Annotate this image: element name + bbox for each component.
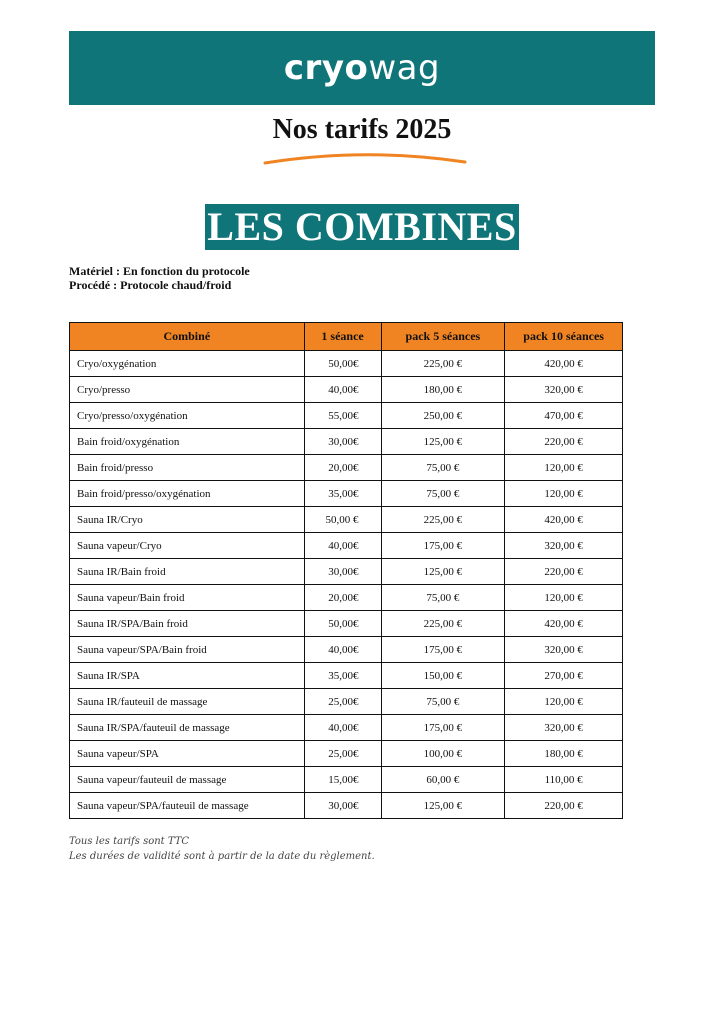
table-row bbox=[70, 663, 623, 689]
price-1-seance-cell: 20,00€ bbox=[304, 455, 381, 481]
price-pack-10-cell: 420,00 € bbox=[505, 351, 623, 377]
combine-name-cell: Sauna IR/SPA/Bain froid bbox=[70, 611, 305, 637]
price-pack-10-cell: 120,00 € bbox=[505, 585, 623, 611]
table-row bbox=[70, 377, 623, 403]
price-pack-5-cell: 125,00 € bbox=[381, 559, 505, 585]
price-pack-5-cell: 175,00 € bbox=[381, 533, 505, 559]
combine-name-cell: Sauna IR/Cryo bbox=[70, 507, 305, 533]
procede-line: Procédé : Protocole chaud/froid bbox=[69, 278, 232, 292]
price-1-seance-cell: 30,00€ bbox=[304, 429, 381, 455]
price-1-seance-cell: 50,00€ bbox=[304, 611, 381, 637]
combine-name-cell: Sauna vapeur/SPA bbox=[70, 741, 305, 767]
price-1-seance-cell: 40,00€ bbox=[304, 715, 381, 741]
combine-name-cell: Bain froid/oxygénation bbox=[70, 429, 305, 455]
price-pack-10-cell: 420,00 € bbox=[505, 611, 623, 637]
price-pack-5-cell: 75,00 € bbox=[381, 585, 505, 611]
price-pack-10-cell: 180,00 € bbox=[505, 741, 623, 767]
price-pack-5-cell: 75,00 € bbox=[381, 455, 505, 481]
combine-name-cell: Sauna IR/SPA bbox=[70, 663, 305, 689]
table-row bbox=[70, 507, 623, 533]
section-heading-wrap bbox=[0, 204, 724, 250]
footnotes bbox=[69, 834, 375, 864]
table-row bbox=[70, 351, 623, 377]
price-pack-10-cell: 120,00 € bbox=[505, 455, 623, 481]
col-header-pack-10: pack 10 séances bbox=[505, 323, 623, 351]
price-pack-5-cell: 175,00 € bbox=[381, 715, 505, 741]
table-row bbox=[70, 429, 623, 455]
price-pack-10-cell: 220,00 € bbox=[505, 429, 623, 455]
price-pack-5-cell: 225,00 € bbox=[381, 351, 505, 377]
protocol-info bbox=[69, 264, 250, 292]
combine-name-cell: Sauna vapeur/Bain froid bbox=[70, 585, 305, 611]
table-row bbox=[70, 689, 623, 715]
price-1-seance-cell: 40,00€ bbox=[304, 637, 381, 663]
table-row bbox=[70, 767, 623, 793]
price-pack-5-cell: 75,00 € bbox=[381, 481, 505, 507]
table-row bbox=[70, 403, 623, 429]
page-title: Nos tarifs 2025 bbox=[272, 114, 452, 145]
price-pack-10-cell: 470,00 € bbox=[505, 403, 623, 429]
table-row bbox=[70, 741, 623, 767]
combine-name-cell: Cryo/oxygénation bbox=[70, 351, 305, 377]
price-table bbox=[69, 322, 623, 819]
price-1-seance-cell: 25,00€ bbox=[304, 741, 381, 767]
combine-name-cell: Cryo/presso/oxygénation bbox=[70, 403, 305, 429]
price-pack-5-cell: 150,00 € bbox=[381, 663, 505, 689]
table-row bbox=[70, 481, 623, 507]
price-1-seance-cell: 50,00€ bbox=[304, 351, 381, 377]
price-pack-10-cell: 320,00 € bbox=[505, 533, 623, 559]
materiel-line: Matériel : En fonction du protocole bbox=[69, 264, 250, 278]
table-row bbox=[70, 611, 623, 637]
title-underline-swoosh bbox=[262, 150, 468, 168]
price-1-seance-cell: 40,00€ bbox=[304, 533, 381, 559]
price-1-seance-cell: 30,00€ bbox=[304, 793, 381, 819]
combine-name-cell: Sauna IR/fauteuil de massage bbox=[70, 689, 305, 715]
cryowag-logo bbox=[283, 48, 441, 88]
price-pack-10-cell: 320,00 € bbox=[505, 637, 623, 663]
price-pack-5-cell: 75,00 € bbox=[381, 689, 505, 715]
combine-name-cell: Sauna vapeur/SPA/fauteuil de massage bbox=[70, 793, 305, 819]
combine-name-cell: Bain froid/presso bbox=[70, 455, 305, 481]
combine-name-cell: Sauna vapeur/Cryo bbox=[70, 533, 305, 559]
price-pack-5-cell: 225,00 € bbox=[381, 611, 505, 637]
ttc-note: Tous les tarifs sont TTC bbox=[69, 836, 190, 847]
price-pack-5-cell: 125,00 € bbox=[381, 429, 505, 455]
price-1-seance-cell: 55,00€ bbox=[304, 403, 381, 429]
logo-text-light: wag bbox=[368, 48, 441, 88]
combine-name-cell: Sauna IR/Bain froid bbox=[70, 559, 305, 585]
price-pack-10-cell: 220,00 € bbox=[505, 793, 623, 819]
table-row bbox=[70, 533, 623, 559]
price-pack-5-cell: 250,00 € bbox=[381, 403, 505, 429]
price-1-seance-cell: 50,00 € bbox=[304, 507, 381, 533]
price-pack-5-cell: 175,00 € bbox=[381, 637, 505, 663]
price-pack-10-cell: 120,00 € bbox=[505, 689, 623, 715]
col-header-1-seance: 1 séance bbox=[304, 323, 381, 351]
table-header-row bbox=[70, 323, 623, 351]
table-row bbox=[70, 585, 623, 611]
price-pack-10-cell: 320,00 € bbox=[505, 377, 623, 403]
combine-name-cell: Cryo/presso bbox=[70, 377, 305, 403]
table-row bbox=[70, 715, 623, 741]
price-pack-5-cell: 125,00 € bbox=[381, 793, 505, 819]
table-row bbox=[70, 559, 623, 585]
price-pack-5-cell: 60,00 € bbox=[381, 767, 505, 793]
price-pack-5-cell: 100,00 € bbox=[381, 741, 505, 767]
price-pack-5-cell: 180,00 € bbox=[381, 377, 505, 403]
combine-name-cell: Sauna vapeur/fauteuil de massage bbox=[70, 767, 305, 793]
price-pack-5-cell: 225,00 € bbox=[381, 507, 505, 533]
price-1-seance-cell: 35,00€ bbox=[304, 481, 381, 507]
price-1-seance-cell: 15,00€ bbox=[304, 767, 381, 793]
col-header-combine: Combiné bbox=[70, 323, 305, 351]
price-pack-10-cell: 320,00 € bbox=[505, 715, 623, 741]
table-row bbox=[70, 793, 623, 819]
price-1-seance-cell: 30,00€ bbox=[304, 559, 381, 585]
header-banner bbox=[69, 31, 655, 105]
price-pack-10-cell: 120,00 € bbox=[505, 481, 623, 507]
price-1-seance-cell: 40,00€ bbox=[304, 377, 381, 403]
validity-note: Les durées de validité sont à partir de la date du règlement. bbox=[69, 851, 375, 862]
combine-name-cell: Sauna vapeur/SPA/Bain froid bbox=[70, 637, 305, 663]
price-1-seance-cell: 35,00€ bbox=[304, 663, 381, 689]
price-pack-10-cell: 220,00 € bbox=[505, 559, 623, 585]
price-1-seance-cell: 25,00€ bbox=[304, 689, 381, 715]
price-1-seance-cell: 20,00€ bbox=[304, 585, 381, 611]
col-header-pack-5: pack 5 séances bbox=[381, 323, 505, 351]
price-pack-10-cell: 420,00 € bbox=[505, 507, 623, 533]
table-row bbox=[70, 455, 623, 481]
table-row bbox=[70, 637, 623, 663]
price-pack-10-cell: 110,00 € bbox=[505, 767, 623, 793]
section-title: LES COMBINES bbox=[207, 204, 517, 249]
combine-name-cell: Sauna IR/SPA/fauteuil de massage bbox=[70, 715, 305, 741]
combine-name-cell: Bain froid/presso/oxygénation bbox=[70, 481, 305, 507]
logo-text-bold: cryo bbox=[283, 48, 369, 88]
price-pack-10-cell: 270,00 € bbox=[505, 663, 623, 689]
